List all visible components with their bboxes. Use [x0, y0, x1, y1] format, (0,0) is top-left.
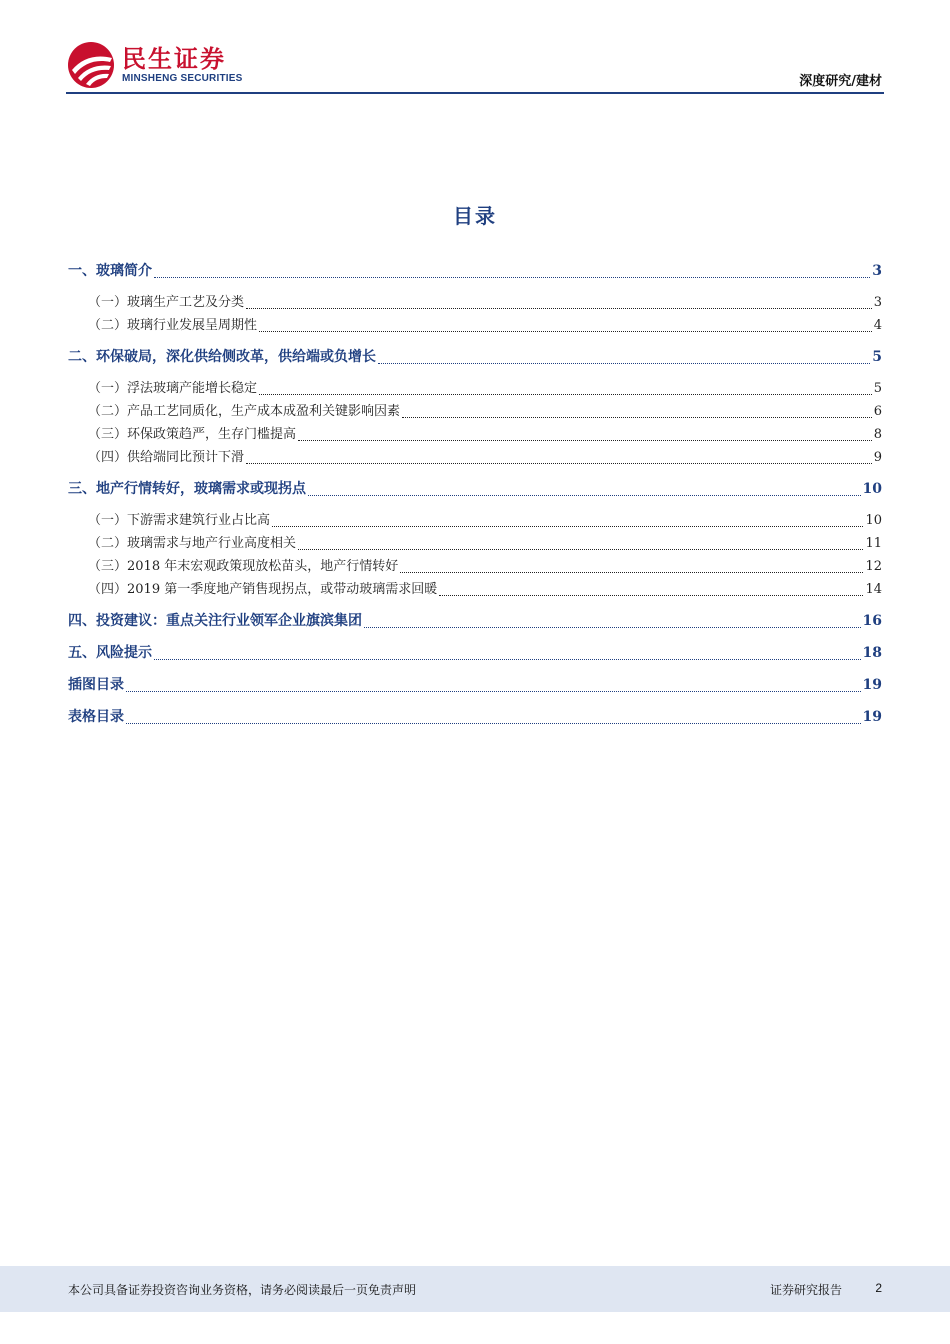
footer-report-type: 证券研究报告 [769, 1283, 842, 1297]
toc-entry-label: 一、玻璃简介 [68, 263, 152, 279]
toc-dot-leader [246, 463, 872, 464]
toc-entry-label: （一）浮法玻璃产能增长稳定 [88, 381, 258, 396]
toc-dot-leader [259, 331, 872, 332]
toc-entry-label: 表格目录 [68, 709, 124, 725]
toc-entry-page: 14 [865, 582, 882, 597]
toc-section-entry[interactable] [68, 577, 882, 600]
toc-section-entry[interactable] [68, 554, 882, 577]
page-header [0, 0, 950, 100]
toc-entry-label: （一）下游需求建筑行业占比高 [88, 513, 271, 528]
page-footer [0, 1266, 950, 1312]
footer-disclaimer: 本公司具备证券投资咨询业务资格，请务必阅读最后一页免责声明 [68, 1283, 417, 1297]
toc-entry-label: 二、环保破局，深化供给侧改革，供给端或负增长 [68, 349, 376, 365]
toc-entry-page: 10 [862, 481, 882, 497]
toc-entry-page: 19 [862, 677, 882, 693]
toc-dot-leader [126, 723, 861, 724]
toc-section-entry[interactable] [68, 508, 882, 531]
toc-title: 目录 [453, 204, 497, 228]
minsheng-logo-icon [66, 40, 116, 90]
toc-dot-leader [272, 526, 863, 527]
toc-chapter-entry[interactable] [68, 336, 882, 368]
toc-chapter-entry[interactable] [68, 696, 882, 728]
toc-entry-page: 16 [862, 613, 882, 629]
toc-entry-page: 8 [873, 427, 882, 442]
toc-entry-page: 12 [865, 559, 882, 574]
toc-chapter-entry[interactable] [68, 468, 882, 500]
toc-entry-page: 10 [865, 513, 882, 528]
toc-dot-leader [298, 549, 863, 550]
toc-dot-leader [400, 572, 863, 573]
toc-section-entry[interactable] [68, 445, 882, 468]
toc-entry-page: 4 [873, 318, 882, 333]
toc-entry-label: （四）供给端同比预计下滑 [88, 450, 245, 465]
header-divider [66, 92, 884, 94]
footer-page-number: 2 [875, 1281, 882, 1295]
toc-dot-leader [298, 440, 872, 441]
toc-entry-page: 9 [873, 450, 882, 465]
toc-dot-leader [246, 308, 872, 309]
toc-entry-label: （二）玻璃需求与地产行业高度相关 [88, 536, 297, 551]
toc-section-entry[interactable] [68, 313, 882, 336]
toc-entry-page: 3 [873, 295, 882, 310]
toc-entry-page: 11 [865, 536, 882, 551]
toc-entry-label: 三、地产行情转好，玻璃需求或现拐点 [68, 481, 306, 497]
toc-dot-leader [378, 363, 870, 364]
toc-entry-page: 18 [862, 645, 882, 661]
toc-entry-label: （二）玻璃行业发展呈周期性 [88, 318, 258, 333]
toc-entry-label: （一）玻璃生产工艺及分类 [88, 295, 245, 310]
toc-entry-label: 四、投资建议：重点关注行业领军企业旗滨集团 [68, 613, 362, 629]
toc-dot-leader [439, 595, 863, 596]
toc-section-entry[interactable] [68, 531, 882, 554]
toc-section-entry[interactable] [68, 376, 882, 399]
toc-entry-label: （三）2018 年末宏观政策现放松苗头，地产行情转好 [88, 559, 399, 574]
toc-entry-page: 5 [873, 381, 882, 396]
toc-entry-page: 5 [872, 349, 882, 365]
toc-entry-label: （二）产品工艺同质化，生产成本成盈利关键影响因素 [88, 404, 401, 419]
company-logo [66, 40, 242, 90]
toc-section-entry[interactable] [68, 399, 882, 422]
toc-entry-label: （四）2019 第一季度地产销售现拐点，或带动玻璃需求回暖 [88, 582, 438, 597]
toc-chapter-entry[interactable] [68, 664, 882, 696]
toc-section-entry[interactable] [68, 422, 882, 445]
toc-dot-leader [402, 417, 872, 418]
toc-dot-leader [308, 495, 861, 496]
report-section-label: 深度研究/建材 [799, 74, 882, 89]
toc-dot-leader [154, 659, 861, 660]
toc-section-entry[interactable] [68, 290, 882, 313]
toc-dot-leader [154, 277, 870, 278]
toc-dot-leader [126, 691, 861, 692]
toc-entry-page: 19 [862, 709, 882, 725]
toc-dot-leader [364, 627, 861, 628]
brand-name-cn: 民生证券 [122, 44, 226, 73]
brand-name-en: MINSHENG SECURITIES [122, 72, 243, 84]
toc-entry-label: 五、风险提示 [68, 645, 152, 661]
toc-entry-page: 6 [873, 404, 882, 419]
table-of-contents [68, 250, 882, 728]
toc-chapter-entry[interactable] [68, 632, 882, 664]
toc-chapter-entry[interactable] [68, 600, 882, 632]
toc-chapter-entry[interactable] [68, 250, 882, 282]
toc-entry-label: （三）环保政策趋严，生存门槛提高 [88, 427, 297, 442]
toc-entry-label: 插图目录 [68, 677, 124, 693]
toc-dot-leader [259, 394, 872, 395]
toc-entry-page: 3 [872, 263, 882, 279]
